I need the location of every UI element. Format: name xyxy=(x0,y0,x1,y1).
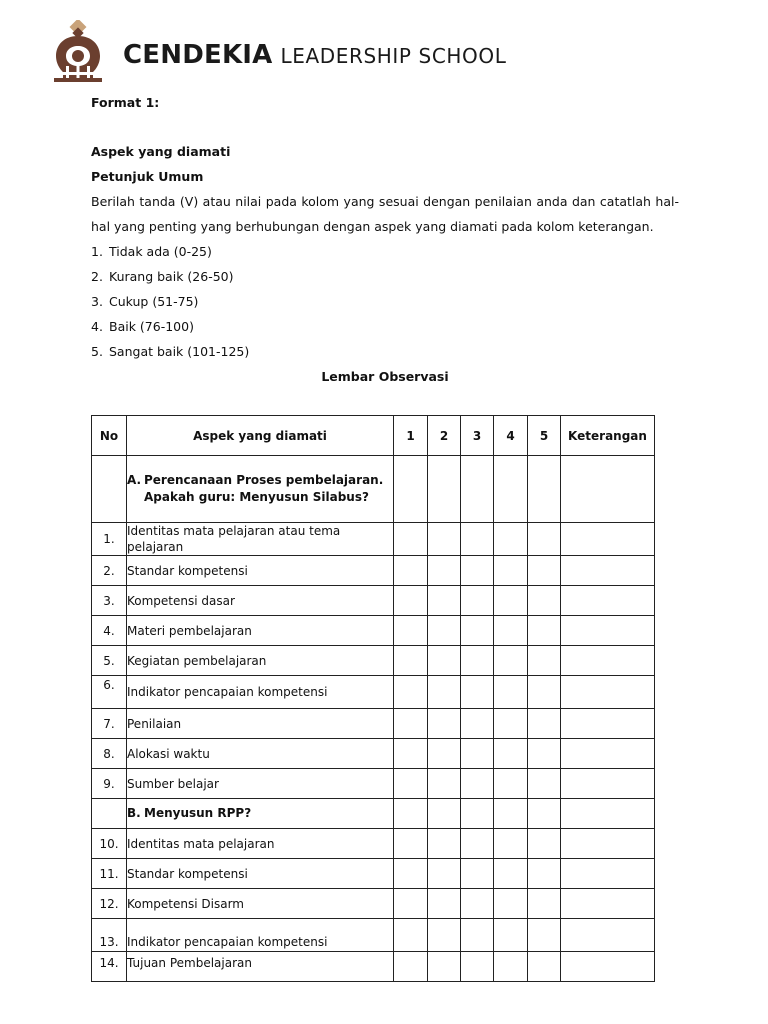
score-cell[interactable] xyxy=(528,799,561,829)
brand-main-text: CENDEKIA xyxy=(123,40,273,70)
header-score-1: 1 xyxy=(394,416,428,456)
rating-label: Sangat baik (101-125) xyxy=(109,344,250,359)
instructions-title: Petunjuk Umum xyxy=(91,169,204,184)
header-score-5: 5 xyxy=(528,416,561,456)
remarks-cell[interactable] xyxy=(561,919,655,952)
score-cell[interactable] xyxy=(428,676,461,709)
table-row xyxy=(92,859,655,889)
table-row xyxy=(92,889,655,919)
row-no: 10. xyxy=(92,829,127,859)
remarks-cell[interactable] xyxy=(561,769,655,799)
score-cell[interactable] xyxy=(528,456,561,523)
remarks-cell[interactable] xyxy=(561,889,655,919)
row-no: 11. xyxy=(92,859,127,889)
score-cell[interactable] xyxy=(428,556,461,586)
score-cell[interactable] xyxy=(461,709,494,739)
header-remarks: Keterangan xyxy=(561,416,655,456)
score-cell[interactable] xyxy=(394,799,428,829)
section-b-line1: Menyusun RPP? xyxy=(144,806,252,820)
rating-num: 2. xyxy=(91,269,103,284)
remarks-cell[interactable] xyxy=(561,676,655,709)
score-cell[interactable] xyxy=(428,456,461,523)
score-cell[interactable] xyxy=(461,799,494,829)
document-body xyxy=(91,90,679,389)
rating-label: Baik (76-100) xyxy=(109,319,194,334)
rating-label: Kurang baik (26-50) xyxy=(109,269,234,284)
rating-num: 5. xyxy=(91,344,103,359)
score-cell[interactable] xyxy=(494,646,528,676)
rating-item xyxy=(91,289,679,314)
row-no: 7. xyxy=(92,709,127,739)
row-no: 14. xyxy=(92,952,127,982)
rating-num: 1. xyxy=(91,244,103,259)
score-cell[interactable] xyxy=(461,889,494,919)
instructions-text: Berilah tanda (V) atau nilai pada kolom yang sesuai dengan penilaian anda dan catatlah hal-hal yang penting yang berhubungan dengan aspek yang diamati pada kolom keterangan. xyxy=(91,194,679,234)
score-cell[interactable] xyxy=(394,709,428,739)
score-cell[interactable] xyxy=(394,556,428,586)
score-cell[interactable] xyxy=(394,646,428,676)
rating-item xyxy=(91,339,679,364)
section-row xyxy=(92,799,655,829)
score-cell[interactable] xyxy=(428,586,461,616)
score-cell[interactable] xyxy=(494,523,528,556)
observation-table xyxy=(91,415,655,982)
row-no: 13. xyxy=(92,919,127,952)
cendekia-logo-icon xyxy=(52,20,104,82)
school-name xyxy=(123,42,506,68)
row-no: 2. xyxy=(92,556,127,586)
row-aspect: Identitas mata pelajaran atau tema pelajaran xyxy=(127,523,394,556)
table-row xyxy=(92,829,655,859)
row-aspect: Penilaian xyxy=(127,709,394,739)
table-row xyxy=(92,586,655,616)
header-score-4: 4 xyxy=(494,416,528,456)
section-a-line1: Perencanaan Proses pembelajaran. xyxy=(144,473,384,487)
score-cell[interactable] xyxy=(528,586,561,616)
score-cell[interactable] xyxy=(428,646,461,676)
score-cell[interactable] xyxy=(428,709,461,739)
row-aspect: Standar kompetensi xyxy=(127,859,394,889)
score-cell[interactable] xyxy=(394,829,428,859)
score-cell[interactable] xyxy=(394,456,428,523)
table-row xyxy=(92,769,655,799)
score-cell[interactable] xyxy=(428,739,461,769)
row-aspect: Alokasi waktu xyxy=(127,739,394,769)
score-cell[interactable] xyxy=(394,586,428,616)
rating-num: 3. xyxy=(91,294,103,309)
score-cell[interactable] xyxy=(494,739,528,769)
score-cell[interactable] xyxy=(461,739,494,769)
score-cell[interactable] xyxy=(461,456,494,523)
remarks-cell[interactable] xyxy=(561,709,655,739)
table-header-row xyxy=(92,416,655,456)
section-row xyxy=(92,456,655,523)
brand-sub-text: LEADERSHIP SCHOOL xyxy=(280,44,507,68)
table-row xyxy=(92,739,655,769)
header-aspect: Aspek yang diamati xyxy=(127,416,394,456)
table-row xyxy=(92,646,655,676)
remarks-cell[interactable] xyxy=(561,739,655,769)
header-no: No xyxy=(92,416,127,456)
aspect-title: Aspek yang diamati xyxy=(91,144,231,159)
score-cell[interactable] xyxy=(428,523,461,556)
score-cell[interactable] xyxy=(528,739,561,769)
row-no: 1. xyxy=(92,523,127,556)
remarks-cell[interactable] xyxy=(561,799,655,829)
score-cell[interactable] xyxy=(461,859,494,889)
remarks-cell[interactable] xyxy=(561,586,655,616)
score-cell[interactable] xyxy=(528,769,561,799)
row-no: 9. xyxy=(92,769,127,799)
score-cell[interactable] xyxy=(528,676,561,709)
table-cell xyxy=(92,799,127,829)
score-cell[interactable] xyxy=(461,829,494,859)
row-no: 6. xyxy=(92,676,127,709)
score-cell[interactable] xyxy=(494,799,528,829)
score-cell[interactable] xyxy=(394,952,428,982)
row-no: 5. xyxy=(92,646,127,676)
row-aspect: Materi pembelajaran xyxy=(127,616,394,646)
score-cell[interactable] xyxy=(528,859,561,889)
score-cell[interactable] xyxy=(428,769,461,799)
section-a-heading xyxy=(127,456,394,523)
row-aspect: Indikator pencapaian kompetensi xyxy=(127,676,394,709)
score-cell[interactable] xyxy=(461,646,494,676)
remarks-cell[interactable] xyxy=(561,859,655,889)
format-label: Format 1: xyxy=(91,95,160,110)
header-score-2: 2 xyxy=(428,416,461,456)
score-cell[interactable] xyxy=(494,952,528,982)
score-cell[interactable] xyxy=(494,769,528,799)
remarks-cell[interactable] xyxy=(561,456,655,523)
score-cell[interactable] xyxy=(528,556,561,586)
row-no: 8. xyxy=(92,739,127,769)
table-row xyxy=(92,556,655,586)
score-cell[interactable] xyxy=(494,829,528,859)
row-aspect: Indikator pencapaian kompetensi xyxy=(127,919,394,952)
score-cell[interactable] xyxy=(428,889,461,919)
row-no: 4. xyxy=(92,616,127,646)
score-cell[interactable] xyxy=(494,456,528,523)
table-row xyxy=(92,952,655,982)
table-row xyxy=(92,616,655,646)
section-letter: A. xyxy=(127,473,142,487)
score-cell[interactable] xyxy=(428,919,461,952)
score-cell[interactable] xyxy=(494,586,528,616)
header-score-3: 3 xyxy=(461,416,494,456)
score-cell[interactable] xyxy=(394,919,428,952)
table-row xyxy=(92,919,655,952)
score-cell[interactable] xyxy=(394,739,428,769)
score-cell[interactable] xyxy=(528,889,561,919)
remarks-cell[interactable] xyxy=(561,952,655,982)
section-a-line2: Apakah guru: Menyusun Silabus? xyxy=(144,490,369,504)
score-cell[interactable] xyxy=(528,709,561,739)
score-cell[interactable] xyxy=(528,919,561,952)
sheet-title: Lembar Observasi xyxy=(321,369,449,384)
table-cell xyxy=(92,456,127,523)
score-cell[interactable] xyxy=(428,616,461,646)
rating-label: Tidak ada (0-25) xyxy=(109,244,212,259)
section-b-heading xyxy=(127,799,394,829)
document-header xyxy=(52,20,692,84)
score-cell[interactable] xyxy=(461,556,494,586)
score-cell[interactable] xyxy=(528,829,561,859)
rating-item xyxy=(91,264,679,289)
remarks-cell[interactable] xyxy=(561,616,655,646)
row-aspect: Kompetensi dasar xyxy=(127,586,394,616)
score-cell[interactable] xyxy=(494,556,528,586)
score-cell[interactable] xyxy=(528,646,561,676)
score-cell[interactable] xyxy=(528,616,561,646)
row-aspect: Sumber belajar xyxy=(127,769,394,799)
score-cell[interactable] xyxy=(461,769,494,799)
score-cell[interactable] xyxy=(394,769,428,799)
score-cell[interactable] xyxy=(394,889,428,919)
remarks-cell[interactable] xyxy=(561,556,655,586)
score-cell[interactable] xyxy=(528,523,561,556)
remarks-cell[interactable] xyxy=(561,523,655,556)
rating-num: 4. xyxy=(91,319,103,334)
score-cell[interactable] xyxy=(394,616,428,646)
score-cell[interactable] xyxy=(394,859,428,889)
table-row xyxy=(92,676,655,709)
row-aspect: Standar kompetensi xyxy=(127,556,394,586)
row-no: 3. xyxy=(92,586,127,616)
row-aspect: Kegiatan pembelajaran xyxy=(127,646,394,676)
score-cell[interactable] xyxy=(461,523,494,556)
score-cell[interactable] xyxy=(461,952,494,982)
rating-item xyxy=(91,314,679,339)
row-aspect: Tujuan Pembelajaran xyxy=(127,952,394,982)
table-row xyxy=(92,523,655,556)
score-cell[interactable] xyxy=(494,889,528,919)
score-cell[interactable] xyxy=(461,676,494,709)
score-cell[interactable] xyxy=(428,829,461,859)
rating-label: Cukup (51-75) xyxy=(109,294,199,309)
score-cell[interactable] xyxy=(494,616,528,646)
score-cell[interactable] xyxy=(494,919,528,952)
row-no: 12. xyxy=(92,889,127,919)
score-cell[interactable] xyxy=(394,676,428,709)
table-row xyxy=(92,709,655,739)
score-cell[interactable] xyxy=(428,952,461,982)
score-cell[interactable] xyxy=(461,616,494,646)
row-aspect: Kompetensi Disarm xyxy=(127,889,394,919)
rating-item xyxy=(91,239,679,264)
row-aspect: Identitas mata pelajaran xyxy=(127,829,394,859)
score-cell[interactable] xyxy=(528,952,561,982)
score-cell[interactable] xyxy=(494,859,528,889)
remarks-cell[interactable] xyxy=(561,646,655,676)
remarks-cell[interactable] xyxy=(561,829,655,859)
section-letter: B. xyxy=(127,806,141,820)
score-cell[interactable] xyxy=(428,859,461,889)
score-cell[interactable] xyxy=(394,523,428,556)
score-cell[interactable] xyxy=(428,799,461,829)
score-cell[interactable] xyxy=(494,676,528,709)
score-cell[interactable] xyxy=(461,919,494,952)
score-cell[interactable] xyxy=(461,586,494,616)
score-cell[interactable] xyxy=(494,709,528,739)
